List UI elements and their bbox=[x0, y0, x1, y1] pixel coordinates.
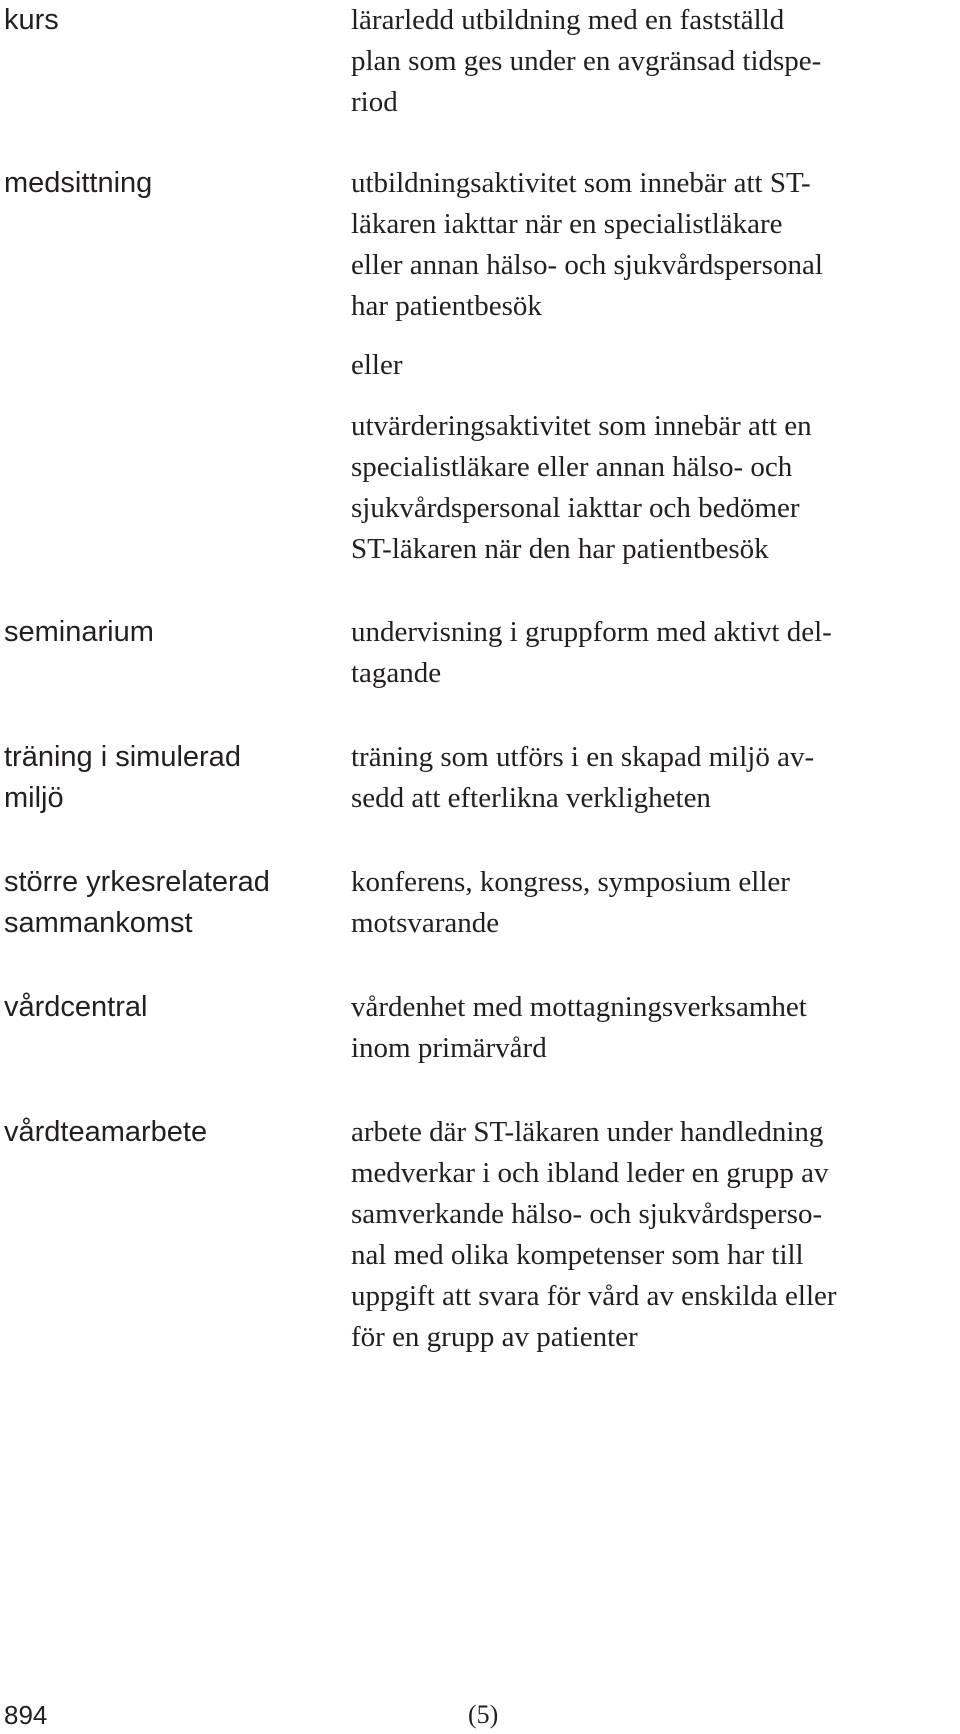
term-vardcentral bbox=[4, 987, 147, 1028]
definition-medsittning bbox=[351, 163, 823, 327]
term-line: miljö bbox=[4, 782, 64, 814]
term-line: vårdteamarbete bbox=[4, 1116, 208, 1148]
term-line: sammankomst bbox=[4, 907, 193, 939]
definition-line: utvärderingsaktivitet som innebär att en bbox=[351, 410, 812, 442]
definition-storre-yrkesrelaterad-sammankomst bbox=[351, 862, 790, 944]
definition-line: eller annan hälso- och sjukvårdspersonal bbox=[351, 249, 823, 281]
definition-alternative-separator bbox=[351, 345, 403, 386]
term-line: vårdcentral bbox=[4, 991, 148, 1023]
term-seminarium bbox=[4, 612, 154, 653]
definition-line: läkaren iakttar när en specialistläkare bbox=[351, 208, 783, 240]
definition-medsittning-alternative bbox=[351, 406, 812, 570]
definition-line: motsvarande bbox=[351, 907, 500, 939]
definition-line: riod bbox=[351, 86, 398, 118]
term-kurs bbox=[4, 0, 59, 41]
definition-line: uppgift att svara för vård av enskilda eller bbox=[351, 1280, 837, 1312]
definition-line: inom primärvård bbox=[351, 1032, 547, 1064]
definition-line: sedd att efterlikna verkligheten bbox=[351, 782, 711, 814]
term-storre-yrkesrelaterad-sammankomst bbox=[4, 862, 270, 944]
definition-line: plan som ges under en avgränsad tidspe- bbox=[351, 45, 822, 77]
term-vardteamarbete bbox=[4, 1112, 207, 1153]
page-number: 894 bbox=[4, 1700, 48, 1730]
definition-seminarium bbox=[351, 612, 832, 694]
definition-line: har patientbesök bbox=[351, 290, 542, 322]
definition-line: eller bbox=[351, 349, 403, 381]
issue-number: (5) bbox=[468, 1700, 499, 1729]
definition-line: tagande bbox=[351, 657, 442, 689]
definition-line: undervisning i gruppform med aktivt del- bbox=[351, 616, 832, 648]
definition-line: ST-läkaren när den har patientbesök bbox=[351, 533, 769, 565]
definition-line: konferens, kongress, symposium eller bbox=[351, 866, 790, 898]
definition-line: arbete där ST-läkaren under handledning bbox=[351, 1116, 824, 1148]
definition-line: nal med olika kompetenser som har till bbox=[351, 1239, 804, 1271]
term-line: kurs bbox=[4, 4, 59, 36]
definition-line: för en grupp av patienter bbox=[351, 1321, 638, 1353]
definition-line: medverkar i och ibland leder en grupp av bbox=[351, 1157, 829, 1189]
definition-line: specialistläkare eller annan hälso- och bbox=[351, 451, 793, 483]
definition-line: träning som utförs i en skapad miljö av- bbox=[351, 741, 815, 773]
definition-kurs bbox=[351, 0, 821, 123]
definition-vardteamarbete bbox=[351, 1112, 837, 1358]
term-medsittning bbox=[4, 163, 152, 204]
definition-line: samverkande hälso- och sjukvårdsperso- bbox=[351, 1198, 823, 1230]
definition-vardcentral bbox=[351, 987, 807, 1069]
term-traning-i-simulerad-miljo bbox=[4, 737, 241, 819]
definition-line: lärarledd utbildning med en fastställd bbox=[351, 4, 785, 36]
term-line: seminarium bbox=[4, 616, 154, 648]
term-line: medsittning bbox=[4, 167, 153, 199]
term-line: större yrkesrelaterad bbox=[4, 866, 270, 898]
definition-line: sjukvårdspersonal iakttar och bedömer bbox=[351, 492, 800, 524]
definition-line: utbildningsaktivitet som innebär att ST- bbox=[351, 167, 811, 199]
definition-traning-i-simulerad-miljo bbox=[351, 737, 814, 819]
term-line: träning i simulerad bbox=[4, 741, 241, 773]
definition-line: vårdenhet med mottagningsverksamhet bbox=[351, 991, 807, 1023]
